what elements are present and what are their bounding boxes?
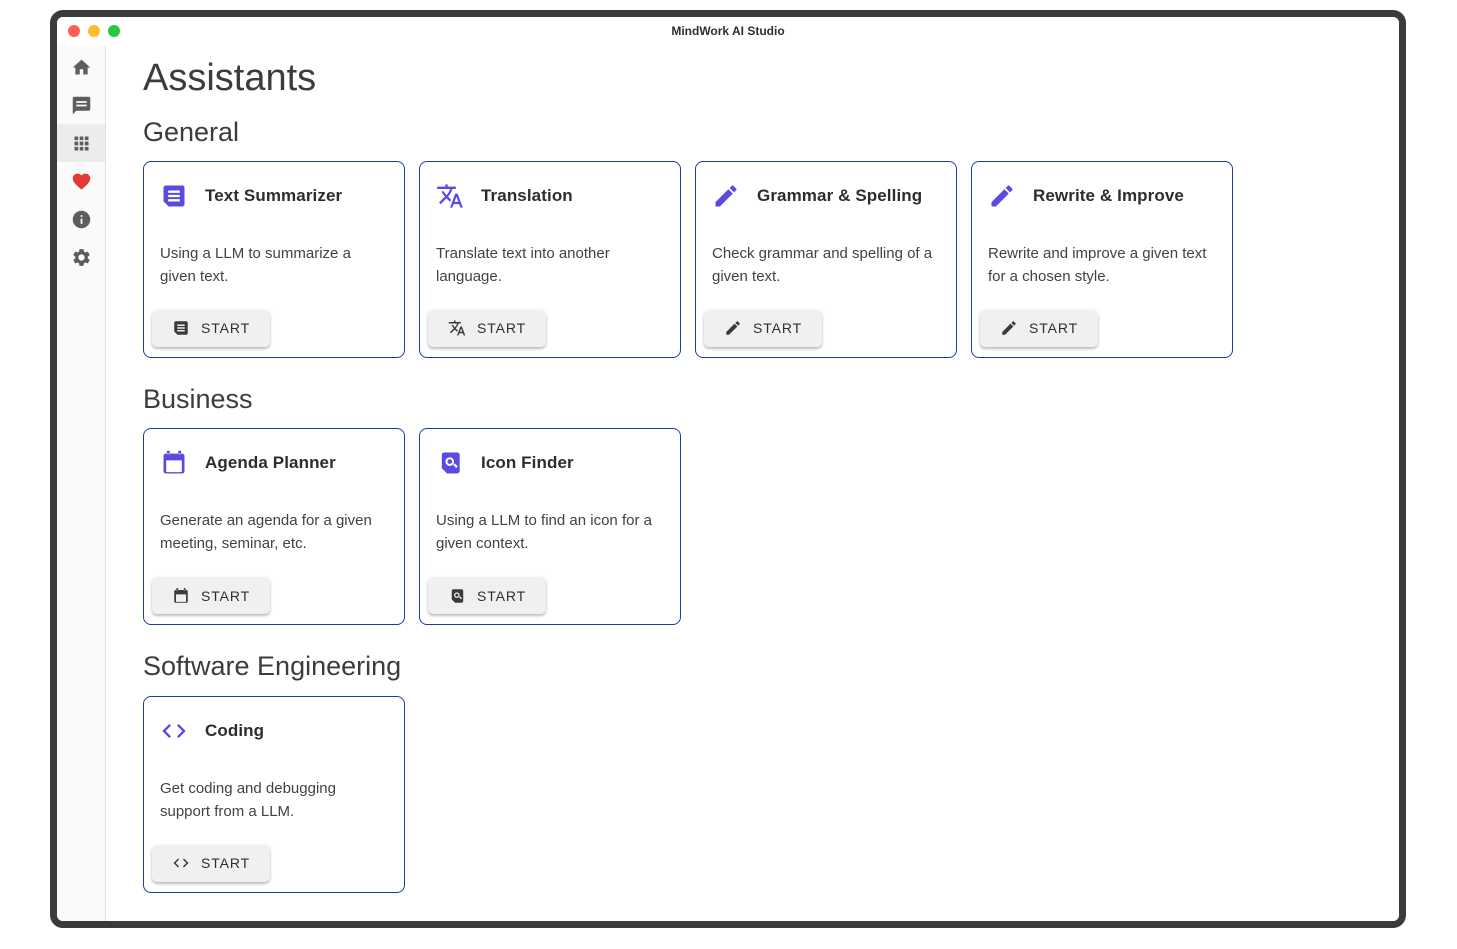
sidebar-item-about[interactable]	[57, 200, 105, 238]
edit-pencil-icon	[712, 182, 740, 210]
code-icon	[160, 717, 188, 745]
chat-icon	[71, 95, 92, 116]
home-icon	[71, 57, 92, 78]
heart-icon	[71, 171, 92, 192]
zoom-button[interactable]	[108, 25, 120, 37]
card-title: Rewrite & Improve	[1033, 185, 1184, 205]
section-title: Business	[143, 383, 253, 414]
start-button-label: START	[753, 320, 803, 337]
start-button-label: START	[477, 320, 527, 337]
window-title: MindWork AI Studio	[671, 24, 785, 38]
assistant-card-agenda-planner	[143, 428, 405, 625]
icon-search-icon	[436, 449, 464, 477]
assistant-card-coding	[143, 696, 405, 893]
assistant-card-grammar-spelling	[695, 161, 957, 358]
card-description: Rewrite and improve a given text for a chosen style.	[988, 244, 1207, 285]
gear-icon	[71, 247, 92, 268]
start-button-label: START	[201, 855, 251, 872]
calendar-icon	[160, 449, 188, 477]
card-title: Grammar & Spelling	[757, 185, 923, 205]
section-title: General	[143, 116, 240, 147]
start-button[interactable]	[152, 310, 270, 347]
start-button[interactable]	[428, 310, 546, 347]
edit-pencil-icon	[1000, 319, 1018, 337]
card-title: Agenda Planner	[205, 453, 336, 473]
apps-grid-icon	[71, 133, 92, 154]
edit-pencil-icon	[988, 182, 1016, 210]
summarize-icon	[160, 182, 188, 210]
edit-pencil-icon	[724, 319, 742, 337]
start-button-label: START	[201, 587, 251, 604]
card-description: Check grammar and spelling of a given text.	[712, 244, 933, 285]
assistant-card-text-summarizer	[143, 161, 405, 358]
titlebar	[57, 17, 1399, 45]
start-button[interactable]	[152, 577, 270, 614]
card-description: Using a LLM to summarize a given text.	[160, 244, 351, 285]
page-title: Assistants	[143, 57, 317, 99]
sidebar-item-chats[interactable]	[57, 86, 105, 124]
app-window	[50, 10, 1406, 928]
calendar-icon	[172, 587, 190, 605]
card-description: Generate an agenda for a given meeting, seminar, etc.	[160, 512, 372, 553]
card-description: Translate text into another language.	[436, 244, 610, 285]
sidebar	[57, 45, 106, 921]
section-title: Software Engineering	[143, 651, 402, 682]
assistant-card-icon-finder	[419, 428, 681, 625]
card-title: Translation	[481, 185, 573, 205]
assistant-card-translation	[419, 161, 681, 358]
translate-icon	[436, 182, 464, 210]
start-button[interactable]	[704, 310, 822, 347]
main-content	[106, 45, 1399, 921]
sidebar-item-settings[interactable]	[57, 238, 105, 276]
start-button[interactable]	[152, 845, 270, 882]
sidebar-item-favorites[interactable]	[57, 162, 105, 200]
sidebar-item-home[interactable]	[57, 48, 105, 86]
translate-icon	[448, 319, 466, 337]
section-business	[143, 383, 1369, 625]
card-title: Text Summarizer	[205, 185, 343, 205]
start-button[interactable]	[428, 577, 546, 614]
start-button[interactable]	[980, 310, 1098, 347]
card-description: Using a LLM to find an icon for a given context.	[436, 512, 652, 553]
card-description: Get coding and debugging support from a LLM.	[160, 779, 336, 820]
sidebar-item-assistants[interactable]	[57, 124, 105, 162]
icon-search-icon	[448, 587, 466, 605]
card-title: Coding	[205, 720, 265, 740]
start-button-label: START	[1029, 320, 1079, 337]
start-button-label: START	[201, 320, 251, 337]
summarize-icon	[172, 319, 190, 337]
code-icon	[172, 854, 190, 872]
info-icon	[71, 209, 92, 230]
card-title: Icon Finder	[481, 453, 574, 473]
minimize-button[interactable]	[88, 25, 100, 37]
section-general	[143, 116, 1369, 358]
assistant-card-rewrite-improve	[971, 161, 1233, 358]
close-button[interactable]	[68, 25, 80, 37]
window-controls	[57, 25, 120, 37]
section-software-engineering	[143, 650, 1369, 892]
start-button-label: START	[477, 587, 527, 604]
